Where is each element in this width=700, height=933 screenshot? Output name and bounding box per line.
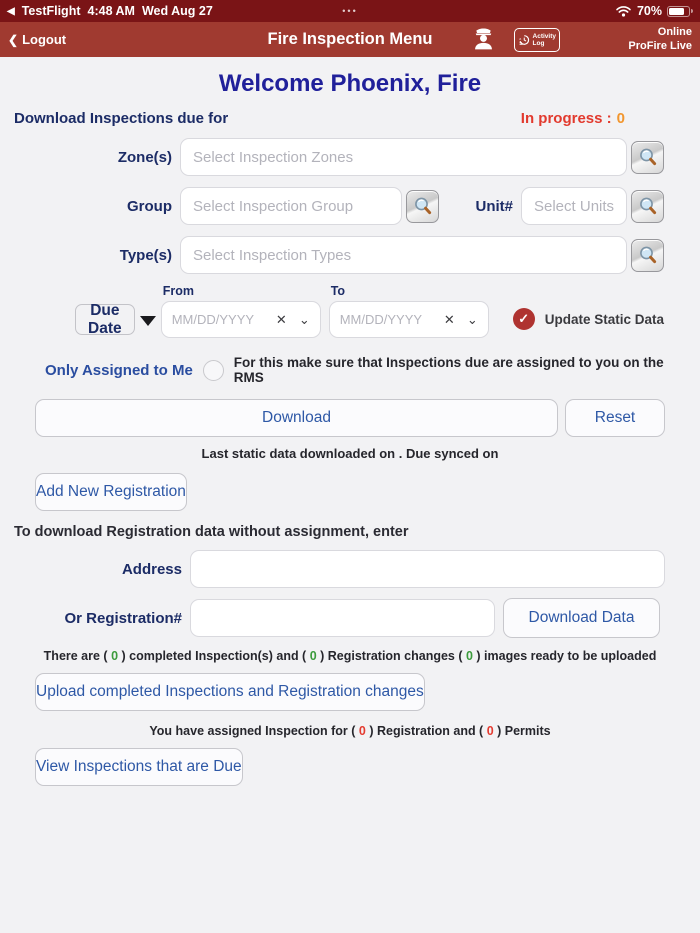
officer-profile-icon[interactable] — [470, 26, 497, 53]
in-progress-count: 0 — [616, 110, 625, 127]
in-progress-status: In progress : 0 — [520, 110, 625, 127]
page-title: Fire Inspection Menu — [267, 30, 433, 48]
upload-button[interactable]: Upload completed Inspections and Registration changes — [35, 673, 425, 711]
unit-search-button[interactable] — [631, 190, 664, 223]
assigned-permits-count: 0 — [486, 724, 494, 738]
reset-button[interactable]: Reset — [565, 399, 665, 437]
to-date-placeholder: MM/DD/YYYY — [339, 312, 423, 327]
registration-number-row — [0, 598, 665, 638]
status-date: Wed Aug 27 — [141, 4, 213, 18]
activity-log-label: Activity Log — [532, 32, 556, 47]
address-label: Address — [121, 560, 182, 578]
search-icon — [637, 195, 659, 217]
online-status: Online — [657, 26, 692, 38]
search-icon — [412, 195, 434, 217]
from-date-group — [161, 284, 321, 338]
battery-icon — [667, 6, 693, 17]
zones-search-button[interactable] — [631, 141, 664, 174]
only-assigned-row — [45, 355, 686, 385]
types-label: Type(s) — [119, 246, 172, 264]
dropdown-triangle-icon[interactable] — [140, 316, 156, 326]
only-assigned-label: Only Assigned to Me — [45, 361, 193, 379]
logout-button[interactable] — [0, 32, 66, 47]
registration-changes-count: 0 — [309, 649, 317, 663]
update-static-checkbox-checked[interactable]: ✓ — [513, 308, 535, 330]
group-input[interactable] — [180, 187, 402, 225]
update-static-data-group — [513, 308, 664, 330]
to-label: To — [330, 284, 346, 298]
nav-bar — [0, 22, 700, 57]
download-data-button[interactable]: Download Data — [503, 598, 660, 638]
sync-status-text: Last static data downloaded on . Due synced on — [201, 446, 499, 461]
logout-label: Logout — [22, 32, 67, 47]
chevron-down-icon[interactable]: ⌄ — [466, 311, 478, 327]
activity-clock-icon — [518, 33, 531, 47]
status-time: 4:48 AM — [87, 4, 135, 18]
battery-percent: 70% — [636, 4, 662, 18]
zones-row — [0, 138, 664, 176]
due-date-button[interactable]: Due Date — [75, 304, 135, 335]
address-row — [0, 550, 665, 588]
registration-section-heading: To download Registration data without assignment, enter — [14, 524, 409, 540]
download-reset-row — [35, 399, 665, 437]
to-date-group — [329, 284, 489, 338]
multitask-dots-icon: ••• — [342, 6, 358, 16]
connection-status — [628, 25, 692, 54]
unit-input[interactable] — [521, 187, 627, 225]
group-label: Group — [127, 197, 172, 215]
download-button[interactable]: Download — [35, 399, 558, 437]
types-row — [0, 236, 664, 274]
completed-inspections-count: 0 — [111, 649, 119, 663]
zones-label: Zone(s) — [117, 148, 172, 166]
back-chevron-icon: ❮ — [8, 32, 19, 47]
registration-number-input[interactable] — [190, 599, 495, 637]
section-header-row — [14, 110, 625, 127]
assigned-counts-text: You have assigned Inspection for ( 0 ) Registration and ( 0 ) Permits — [149, 724, 551, 738]
search-icon — [637, 244, 659, 266]
back-to-app-label[interactable]: TestFlight — [21, 4, 81, 18]
app-name: ProFire Live — [628, 40, 692, 53]
ios-status-bar — [0, 0, 700, 22]
only-assigned-checkbox-unchecked[interactable] — [203, 360, 224, 381]
types-input[interactable] — [180, 236, 627, 274]
only-assigned-note: For this make sure that Inspections due are assigned to you on the RMS — [233, 355, 664, 385]
view-inspections-due-button[interactable]: View Inspections that are Due — [35, 748, 243, 786]
update-static-label: Update Static Data — [544, 311, 664, 327]
address-input[interactable] — [190, 550, 665, 588]
back-to-app-icon[interactable]: ◀ — [7, 5, 15, 17]
zones-input[interactable] — [180, 138, 627, 176]
download-inspections-label: Download Inspections due for — [14, 110, 229, 127]
clear-icon[interactable]: ✕ — [275, 311, 287, 327]
from-date-placeholder: MM/DD/YYYY — [171, 312, 255, 327]
assigned-registration-count: 0 — [358, 724, 366, 738]
group-unit-row — [0, 187, 664, 225]
clear-icon[interactable]: ✕ — [443, 311, 455, 327]
unit-label: Unit# — [475, 197, 513, 215]
from-label: From — [162, 284, 194, 298]
from-date-input[interactable] — [161, 301, 321, 338]
upload-counts-text: There are ( 0 ) completed Inspection(s) and ( 0 ) Registration changes ( 0 ) images ready to be uploaded — [43, 649, 657, 663]
welcome-heading: Welcome Phoenix, Fire — [218, 70, 482, 97]
to-date-input[interactable] — [329, 301, 489, 338]
chevron-down-icon[interactable]: ⌄ — [298, 311, 310, 327]
add-new-registration-button[interactable]: Add New Registration — [35, 473, 187, 511]
group-search-button[interactable] — [406, 190, 439, 223]
activity-log-button[interactable] — [514, 28, 560, 52]
search-icon — [637, 146, 659, 168]
images-count: 0 — [466, 649, 473, 663]
due-date-row — [75, 284, 664, 338]
types-search-button[interactable] — [631, 239, 664, 272]
registration-number-label: Or Registration# — [64, 609, 182, 627]
